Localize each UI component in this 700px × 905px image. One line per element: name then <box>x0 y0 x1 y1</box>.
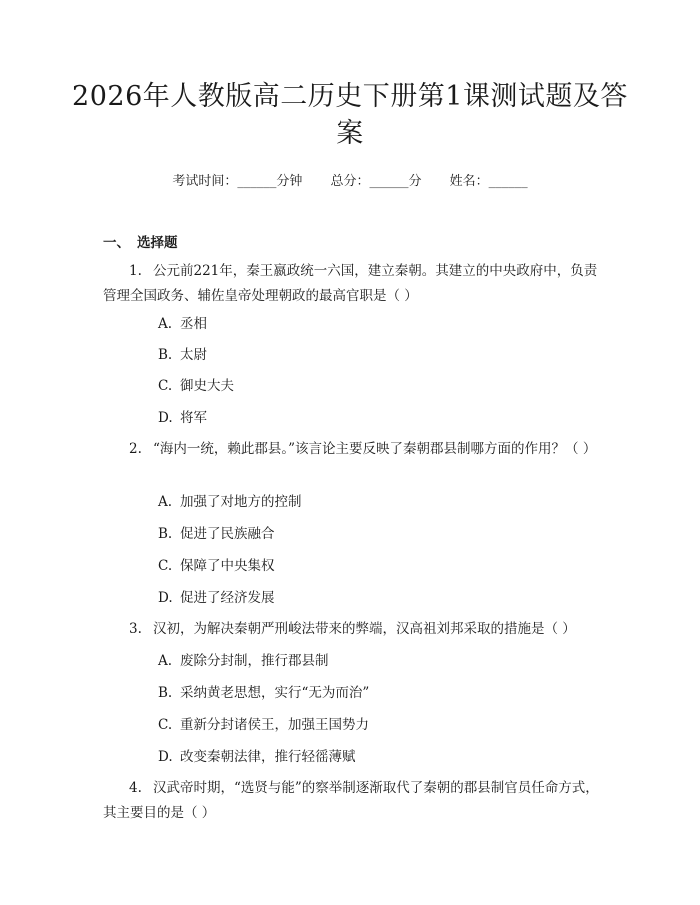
question-3 <box>103 617 600 642</box>
option-text: 太尉 <box>180 347 207 363</box>
option-letter: A. <box>158 653 173 669</box>
option-1d <box>158 408 207 428</box>
option-letter: C. <box>158 378 173 394</box>
option-text: 改变秦朝法律，推行轻徭薄赋 <box>180 749 356 765</box>
option-text: 丞相 <box>180 316 207 332</box>
option-letter: B. <box>158 526 173 542</box>
option-1c <box>158 376 234 396</box>
option-letter: D. <box>158 410 173 426</box>
option-text: 将军 <box>180 410 207 426</box>
page-title: 2026年人教版高二历史下册第1课测试题及答案 <box>72 81 628 149</box>
option-text: 采纳黄老思想，实行“无为而治” <box>180 685 370 701</box>
option-2c <box>158 556 275 576</box>
question-text: 汉初，为解决秦朝严刑峻法带来的弊端，汉高祖刘邦采取的措施是（ ） <box>153 621 576 637</box>
option-letter: C. <box>158 558 173 574</box>
option-3a <box>158 651 329 671</box>
option-text: 保障了中央集权 <box>180 558 275 574</box>
option-text: 重新分封诸侯王，加强王国势力 <box>180 717 369 733</box>
option-3c <box>158 715 369 735</box>
option-text: 促进了民族融合 <box>180 526 275 542</box>
question-number: 4. <box>129 780 142 796</box>
exam-score: 总分：______分 <box>330 174 422 189</box>
option-letter: B. <box>158 685 173 701</box>
option-letter: A. <box>158 316 173 332</box>
option-text: 加强了对地方的控制 <box>180 494 302 510</box>
option-3d <box>158 747 356 767</box>
section-label: 选择题 <box>137 235 178 251</box>
option-letter: B. <box>158 347 173 363</box>
option-2a <box>158 492 302 512</box>
option-letter: D. <box>158 749 173 765</box>
exam-info <box>0 170 700 189</box>
option-3b <box>158 683 369 703</box>
question-text: “海内一统，赖此郡县。”该言论主要反映了秦朝郡县制哪方面的作用？（ ） <box>153 441 597 457</box>
question-number: 3. <box>129 621 142 637</box>
section-number: 一、 <box>103 235 130 251</box>
option-letter: A. <box>158 494 173 510</box>
question-number: 1. <box>129 263 142 279</box>
option-1b <box>158 345 207 365</box>
exam-name: 姓名：______ <box>449 174 528 189</box>
question-text: 汉武帝时期，“选贤与能”的察举制逐渐取代了秦朝的郡县制官员任命方式，其主要目的是（ ） <box>103 780 599 821</box>
option-text: 御史大夫 <box>180 378 234 394</box>
option-1a <box>158 314 207 334</box>
question-2 <box>103 437 600 462</box>
section-heading <box>103 231 178 251</box>
option-letter: C. <box>158 717 173 733</box>
option-text: 废除分封制，推行郡县制 <box>180 653 329 669</box>
question-4 <box>103 776 600 826</box>
option-text: 促进了经济发展 <box>180 590 275 606</box>
question-text: 公元前221年，秦王嬴政统一六国，建立秦朝。其建立的中央政府中，负责管理全国政务、辅佐皇帝处理朝政的最高官职是（ ） <box>103 263 598 304</box>
exam-time: 考试时间：______分钟 <box>172 174 303 189</box>
question-1 <box>103 259 600 309</box>
option-2b <box>158 524 275 544</box>
question-number: 2. <box>129 441 142 457</box>
option-letter: D. <box>158 590 173 606</box>
option-2d <box>158 588 275 608</box>
